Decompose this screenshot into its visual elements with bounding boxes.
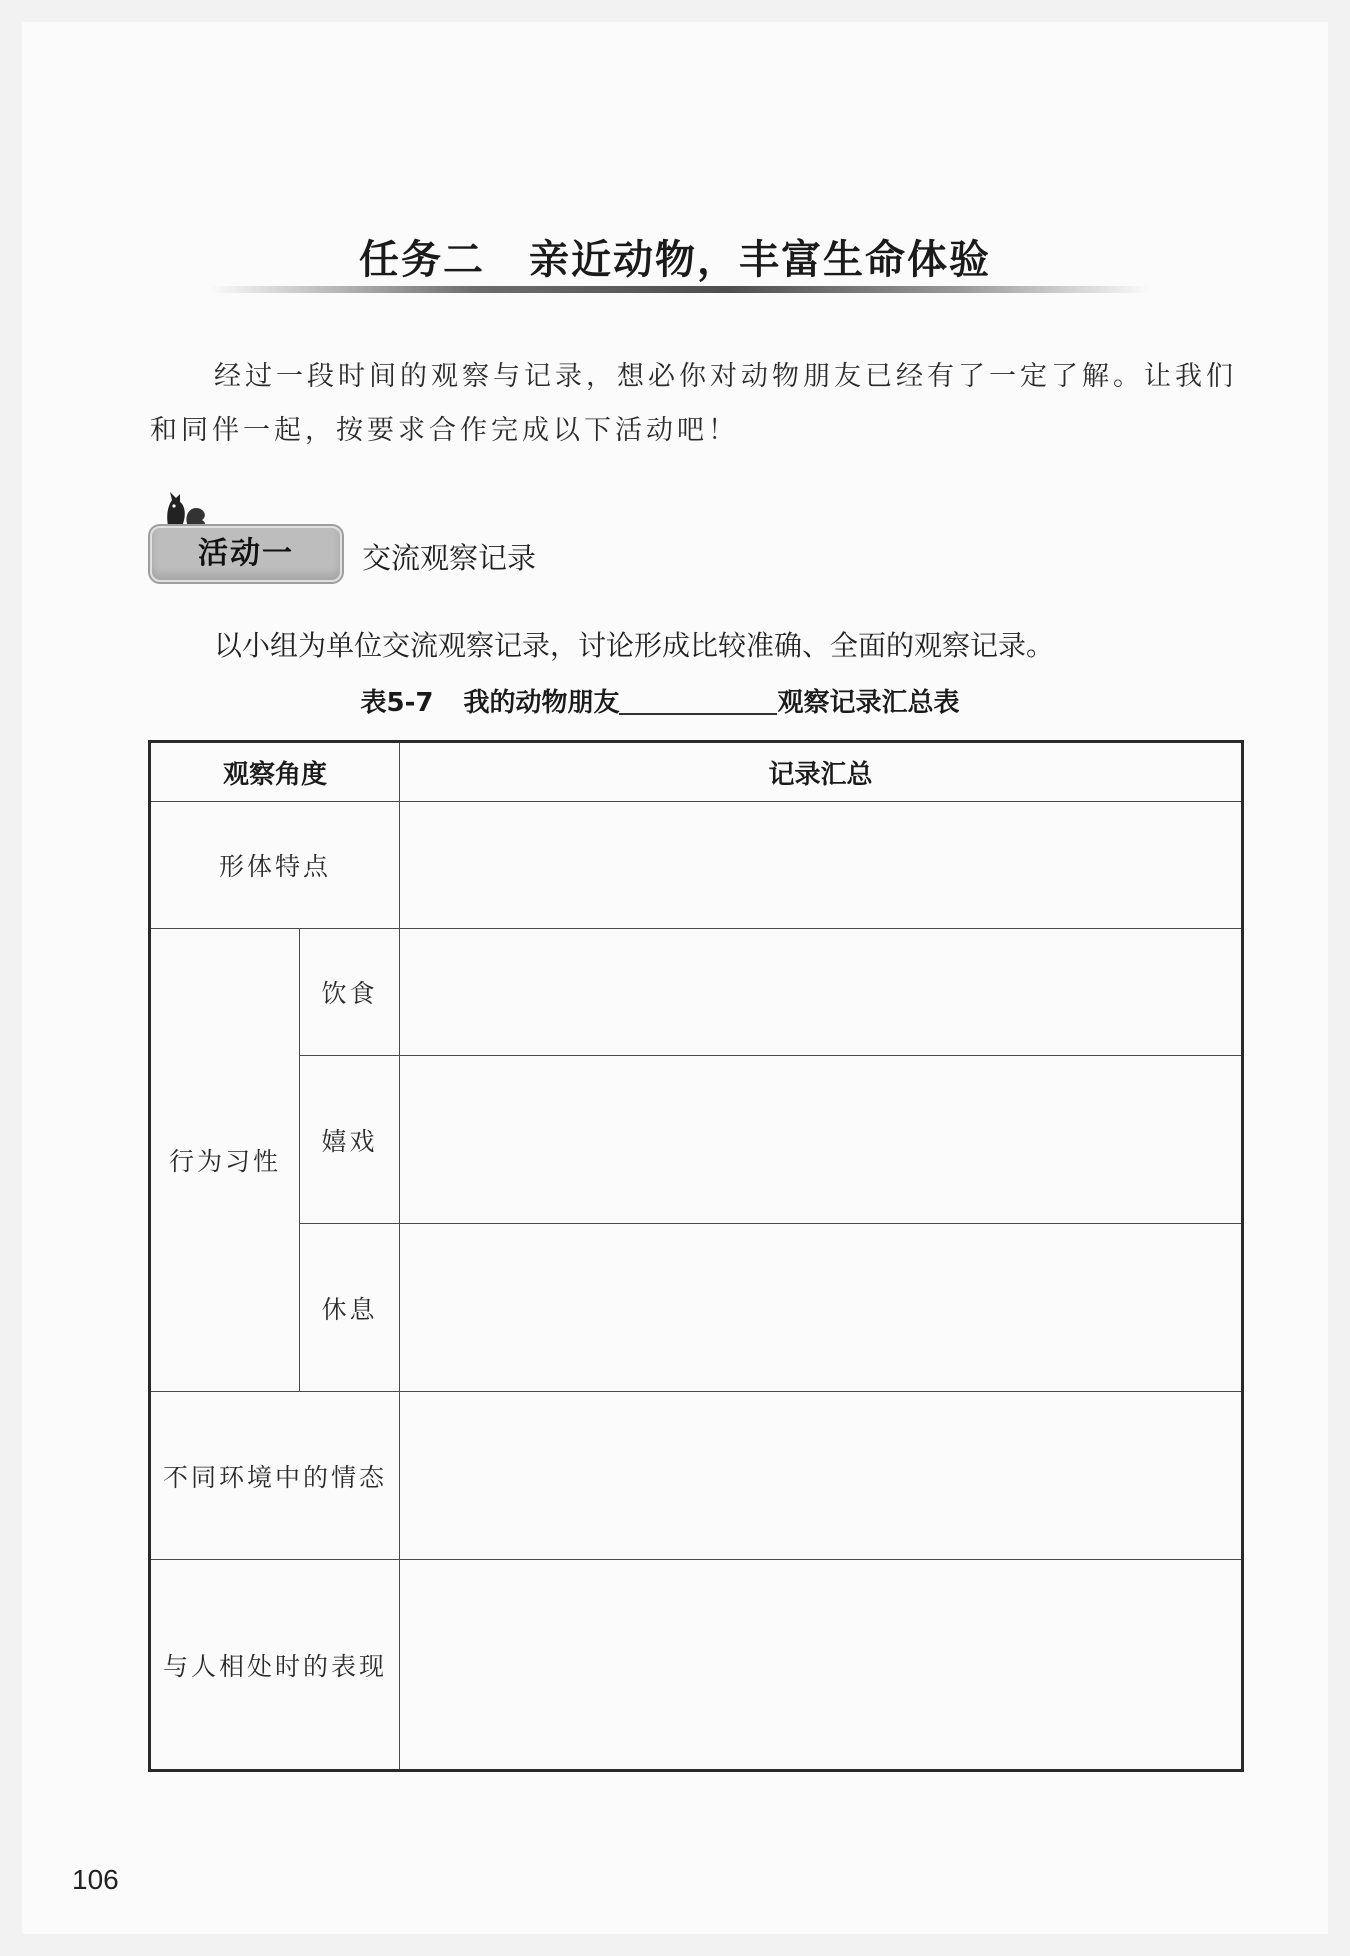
entry-cell-shape[interactable] [400, 802, 1243, 929]
row-label-environment: 不同环境中的情态 [150, 1392, 400, 1560]
observation-summary-table [148, 740, 1244, 1772]
header-angle: 观察角度 [150, 742, 400, 802]
row-label-diet: 饮食 [300, 929, 400, 1056]
caption-prefix: 我的动物朋友 [463, 688, 620, 718]
caption-fill-blank[interactable] [619, 709, 777, 715]
title-underline [210, 286, 1150, 293]
task-title: 亲近动物，丰富生命体验 [529, 237, 991, 283]
table-number: 表5-7 [360, 688, 434, 718]
row-label-behavior: 行为习性 [150, 929, 300, 1392]
intro-paragraph: 经过一段时间的观察与记录，想必你对动物朋友已经有了一定了解。让我们和同伴一起，按要求合作完成以下活动吧！ [150, 361, 1237, 446]
table-row [150, 1560, 1243, 1771]
instruction-text: 以小组为单位交流观察记录，讨论形成比较准确、全面的观察记录。 [214, 629, 1055, 662]
entry-cell-play[interactable] [400, 1056, 1243, 1224]
table-row [150, 929, 1243, 1056]
section-title [0, 228, 1350, 285]
table-row [150, 1392, 1243, 1560]
table-caption [0, 682, 1320, 719]
header-summary: 记录汇总 [400, 742, 1243, 802]
entry-cell-environment[interactable] [400, 1392, 1243, 1560]
table-row [150, 1224, 1243, 1392]
table-row [150, 802, 1243, 929]
activity-badge: 活动一 [150, 526, 342, 582]
task-label: 任务二 [359, 237, 485, 283]
entry-cell-rest[interactable] [400, 1224, 1243, 1392]
table-row [150, 1056, 1243, 1224]
table-header-row [150, 742, 1243, 802]
entry-cell-with-people[interactable] [400, 1560, 1243, 1771]
row-label-with-people: 与人相处时的表现 [150, 1560, 400, 1771]
row-label-rest: 休息 [300, 1224, 400, 1392]
entry-cell-diet[interactable] [400, 929, 1243, 1056]
row-label-play: 嬉戏 [300, 1056, 400, 1224]
caption-suffix: 观察记录汇总表 [777, 688, 960, 718]
activity-title: 交流观察记录 [362, 541, 537, 575]
page-number: 106 [72, 1864, 119, 1895]
squirrel-mascot-icon [162, 488, 212, 528]
row-label-shape: 形体特点 [150, 802, 400, 929]
